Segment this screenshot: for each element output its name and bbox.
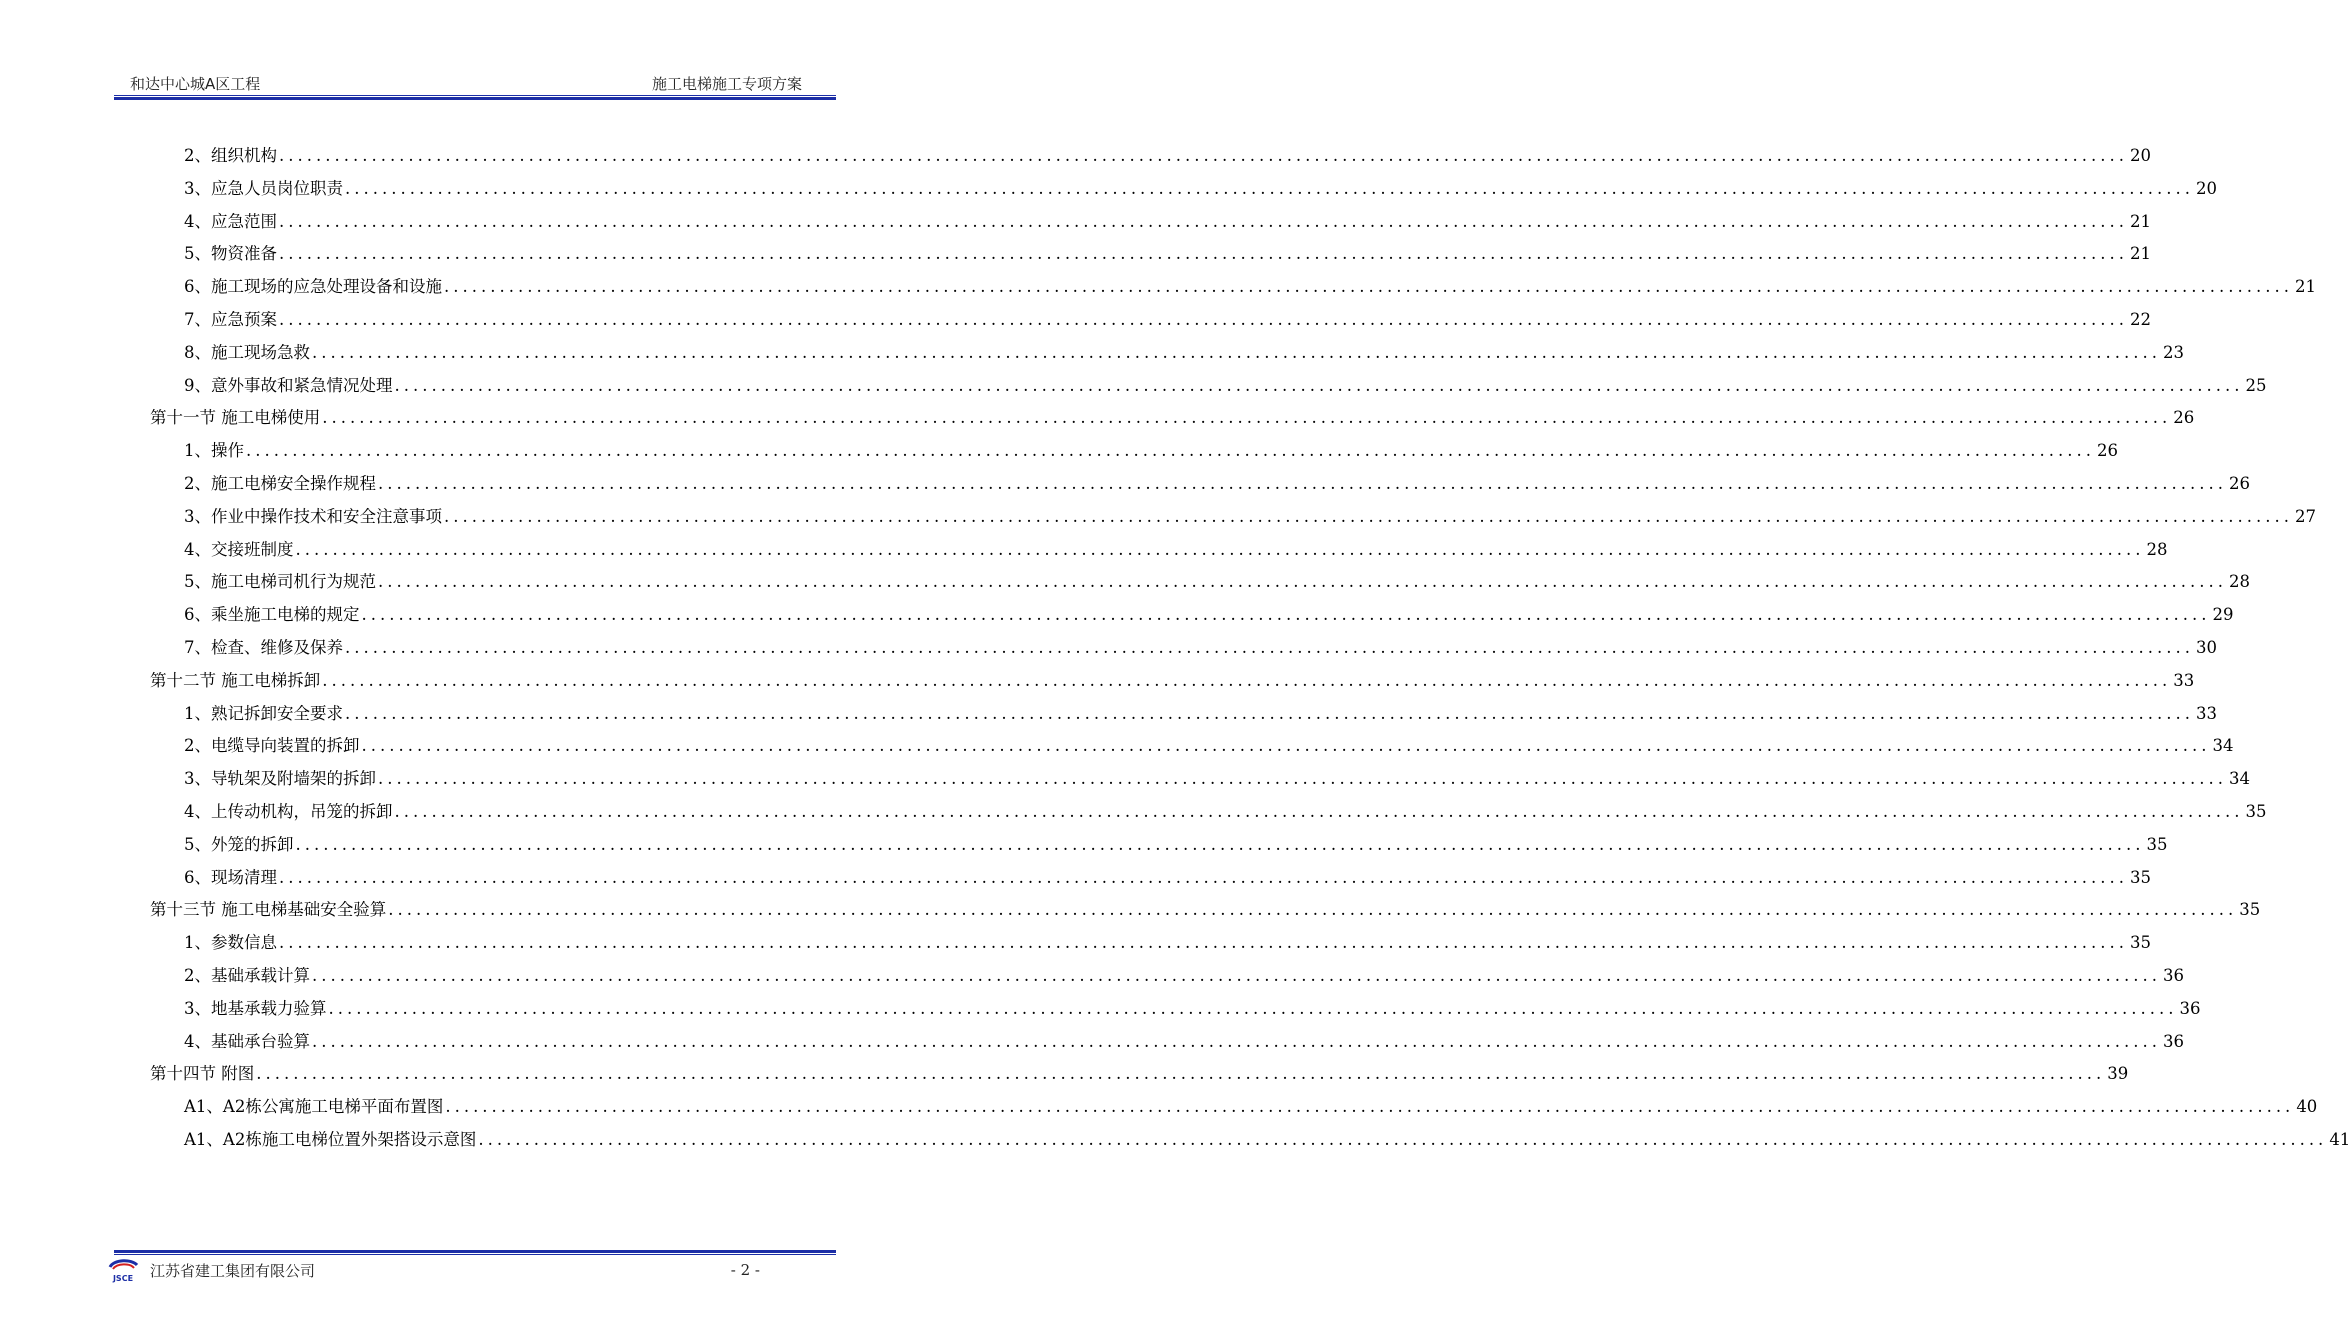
toc-leader-dots: ........................................................................................................................................................................................................ (444, 277, 2293, 297)
toc-entry-page: 23 (2162, 342, 2184, 362)
toc-leader-dots: ........................................................................................................................................................................................................ (312, 1031, 2161, 1051)
toc-entry[interactable] (150, 599, 2234, 632)
toc-entry-title: 3、应急人员岗位职责 (184, 178, 343, 198)
toc-entry-title: 4、基础承台验算 (184, 1031, 310, 1051)
toc-entry[interactable] (150, 566, 2250, 599)
toc-entry-page: 34 (2228, 769, 2250, 789)
toc-entry[interactable] (150, 763, 2250, 796)
toc-entry[interactable] (150, 534, 2168, 567)
toc-entry-page: 21 (2129, 211, 2151, 231)
toc-leader-dots: ........................................................................................................................................................................................................ (444, 506, 2293, 526)
toc-entry-page: 41 (2329, 1129, 2350, 1149)
toc-entry[interactable] (150, 501, 2316, 534)
toc-leader-dots: ........................................................................................................................................................................................................ (295, 539, 2145, 559)
toc-entry-title: 1、操作 (184, 441, 244, 461)
toc-entry[interactable] (150, 894, 2261, 927)
toc-entry-page: 39 (2107, 1064, 2129, 1084)
table-of-contents (150, 140, 2350, 1157)
toc-leader-dots: ........................................................................................................................................................................................................ (246, 441, 2095, 461)
toc-entry-page: 40 (2296, 1097, 2318, 1117)
toc-leader-dots: ........................................................................................................................................................................................................ (478, 1129, 2328, 1149)
toc-entry-page: 28 (2228, 572, 2250, 592)
toc-entry[interactable] (150, 271, 2316, 304)
toc-entry[interactable] (150, 206, 2151, 239)
toc-entry-title: 第十一节 施工电梯使用 (150, 408, 321, 428)
toc-entry-title: 7、检查、维修及保养 (184, 637, 343, 657)
toc-leader-dots: ........................................................................................................................................................................................................ (378, 473, 2227, 493)
toc-entry[interactable] (150, 140, 2151, 173)
logo-text: JSCE (112, 1274, 134, 1283)
toc-entry[interactable] (150, 665, 2195, 698)
footer-rule (114, 1250, 836, 1255)
toc-entry-title: 第十二节 施工电梯拆卸 (150, 670, 321, 690)
toc-leader-dots: ........................................................................................................................................................................................................ (345, 637, 2194, 657)
toc-leader-dots: ........................................................................................................................................................................................................ (394, 375, 2244, 395)
page-header (114, 68, 836, 94)
toc-leader-dots: ........................................................................................................................................................................................................ (361, 736, 2211, 756)
toc-entry-page: 20 (2129, 146, 2151, 165)
toc-entry-page: 27 (2294, 506, 2316, 526)
toc-entry[interactable] (150, 435, 2118, 468)
toc-entry[interactable] (150, 304, 2151, 337)
toc-entry-title: 1、参数信息 (184, 933, 277, 953)
toc-entry[interactable] (150, 960, 2184, 993)
toc-entry[interactable] (150, 1124, 2350, 1157)
toc-entry-title: 第十四节 附图 (150, 1064, 255, 1084)
toc-entry-title: 4、上传动机构，吊笼的拆卸 (184, 801, 393, 821)
toc-leader-dots: ........................................................................................................................................................................................................ (388, 900, 2238, 920)
toc-entry[interactable] (150, 1091, 2318, 1124)
toc-leader-dots: ........................................................................................................................................................................................................ (345, 178, 2194, 198)
toc-entry-page: 33 (2195, 703, 2217, 723)
toc-leader-dots: ........................................................................................................................................................................................................ (279, 309, 2128, 329)
toc-entry-page: 21 (2129, 244, 2151, 264)
toc-entry[interactable] (150, 796, 2267, 829)
toc-leader-dots: ........................................................................................................................................................................................................ (279, 146, 2128, 165)
page-footer (104, 1256, 836, 1284)
toc-entry[interactable] (150, 238, 2151, 271)
toc-entry-title: A1、A2栋公寓施工电梯平面布置图 (184, 1097, 444, 1117)
toc-entry-title: 2、基础承载计算 (184, 965, 310, 985)
toc-entry-page: 35 (2146, 834, 2168, 854)
toc-entry-title: 9、意外事故和紧急情况处理 (184, 375, 393, 395)
toc-leader-dots: ........................................................................................................................................................................................................ (445, 1097, 2295, 1117)
toc-entry-title: 4、交接班制度 (184, 539, 294, 559)
toc-entry-title: 2、电缆导向装置的拆卸 (184, 736, 360, 756)
toc-entry-page: 30 (2195, 637, 2217, 657)
toc-entry-page: 26 (2096, 441, 2118, 461)
toc-entry[interactable] (150, 1058, 2129, 1091)
toc-entry-page: 36 (2162, 1031, 2184, 1051)
toc-leader-dots: ........................................................................................................................................................................................................ (322, 408, 2172, 428)
toc-entry-title: 6、现场清理 (184, 867, 277, 887)
toc-entry-title: 第十三节 施工电梯基础安全验算 (150, 900, 387, 920)
toc-entry[interactable] (150, 337, 2184, 370)
toc-entry[interactable] (150, 829, 2168, 862)
toc-entry-page: 28 (2146, 539, 2168, 559)
toc-entry-title: 2、组织机构 (184, 146, 277, 165)
toc-entry-title: A1、A2栋施工电梯位置外架搭设示意图 (184, 1129, 477, 1149)
toc-leader-dots: ........................................................................................................................................................................................................ (295, 834, 2145, 854)
toc-entry[interactable] (150, 927, 2151, 960)
toc-entry-page: 35 (2129, 933, 2151, 953)
toc-leader-dots: ........................................................................................................................................................................................................ (279, 933, 2128, 953)
toc-entry-title: 8、施工现场急救 (184, 342, 310, 362)
toc-entry-page: 35 (2245, 801, 2267, 821)
toc-entry-page: 20 (2195, 178, 2217, 198)
toc-leader-dots: ........................................................................................................................................................................................................ (256, 1064, 2106, 1084)
toc-entry-page: 36 (2179, 998, 2201, 1018)
toc-entry-page: 29 (2212, 605, 2234, 625)
toc-leader-dots: ........................................................................................................................................................................................................ (322, 670, 2172, 690)
toc-leader-dots: ........................................................................................................................................................................................................ (312, 965, 2161, 985)
header-rule (114, 95, 836, 100)
toc-leader-dots: ........................................................................................................................................................................................................ (279, 244, 2128, 264)
toc-entry[interactable] (150, 632, 2217, 665)
header-project-name: 和达中心城A区工程 (130, 75, 261, 93)
toc-leader-dots: ........................................................................................................................................................................................................ (279, 211, 2128, 231)
toc-entry[interactable] (150, 993, 2201, 1026)
footer-page-number: - 2 - (730, 1261, 760, 1279)
toc-entry-page: 25 (2245, 375, 2267, 395)
toc-entry-title: 5、施工电梯司机行为规范 (184, 572, 376, 592)
toc-entry-title: 6、施工现场的应急处理设备和设施 (184, 277, 442, 297)
footer-company-name: 江苏省建工集团有限公司 (150, 1261, 316, 1280)
toc-entry-title: 5、物资准备 (184, 244, 277, 264)
toc-leader-dots: ........................................................................................................................................................................................................ (361, 605, 2211, 625)
toc-entry-title: 2、施工电梯安全操作规程 (184, 473, 376, 493)
toc-leader-dots: ........................................................................................................................................................................................................ (312, 342, 2161, 362)
toc-leader-dots: ........................................................................................................................................................................................................ (378, 572, 2227, 592)
toc-leader-dots: ........................................................................................................................................................................................................ (279, 867, 2128, 887)
toc-entry-title: 6、乘坐施工电梯的规定 (184, 605, 360, 625)
toc-leader-dots: ........................................................................................................................................................................................................ (378, 769, 2227, 789)
header-document-title: 施工电梯施工专项方案 (651, 75, 802, 93)
toc-entry-title: 3、导轨架及附墙架的拆卸 (184, 769, 376, 789)
toc-entry[interactable] (150, 370, 2267, 403)
toc-entry[interactable] (150, 173, 2217, 206)
toc-entry-page: 35 (2239, 900, 2261, 920)
toc-entry-page: 26 (2228, 473, 2250, 493)
toc-entry[interactable] (150, 698, 2217, 731)
toc-entry-title: 4、应急范围 (184, 211, 277, 231)
toc-entry-page: 33 (2173, 670, 2195, 690)
toc-entry-title: 3、作业中操作技术和安全注意事项 (184, 506, 442, 526)
toc-entry-title: 5、外笼的拆卸 (184, 834, 294, 854)
toc-entry[interactable] (150, 1026, 2184, 1059)
toc-entry-title: 7、应急预案 (184, 309, 277, 329)
toc-entry-page: 21 (2294, 277, 2316, 297)
toc-entry-page: 26 (2173, 408, 2195, 428)
toc-entry-page: 34 (2212, 736, 2234, 756)
toc-leader-dots: ........................................................................................................................................................................................................ (394, 801, 2244, 821)
toc-entry-page: 36 (2162, 965, 2184, 985)
toc-entry-page: 22 (2129, 309, 2151, 329)
toc-entry[interactable] (150, 730, 2234, 763)
toc-leader-dots: ........................................................................................................................................................................................................ (328, 998, 2178, 1018)
company-logo-icon (104, 1257, 142, 1283)
toc-entry[interactable] (150, 862, 2151, 895)
toc-entry[interactable] (150, 468, 2250, 501)
toc-entry-title: 1、熟记拆卸安全要求 (184, 703, 343, 723)
toc-entry-page: 35 (2129, 867, 2151, 887)
toc-entry[interactable] (150, 402, 2195, 435)
toc-leader-dots: ........................................................................................................................................................................................................ (345, 703, 2194, 723)
toc-entry-title: 3、地基承载力验算 (184, 998, 327, 1018)
